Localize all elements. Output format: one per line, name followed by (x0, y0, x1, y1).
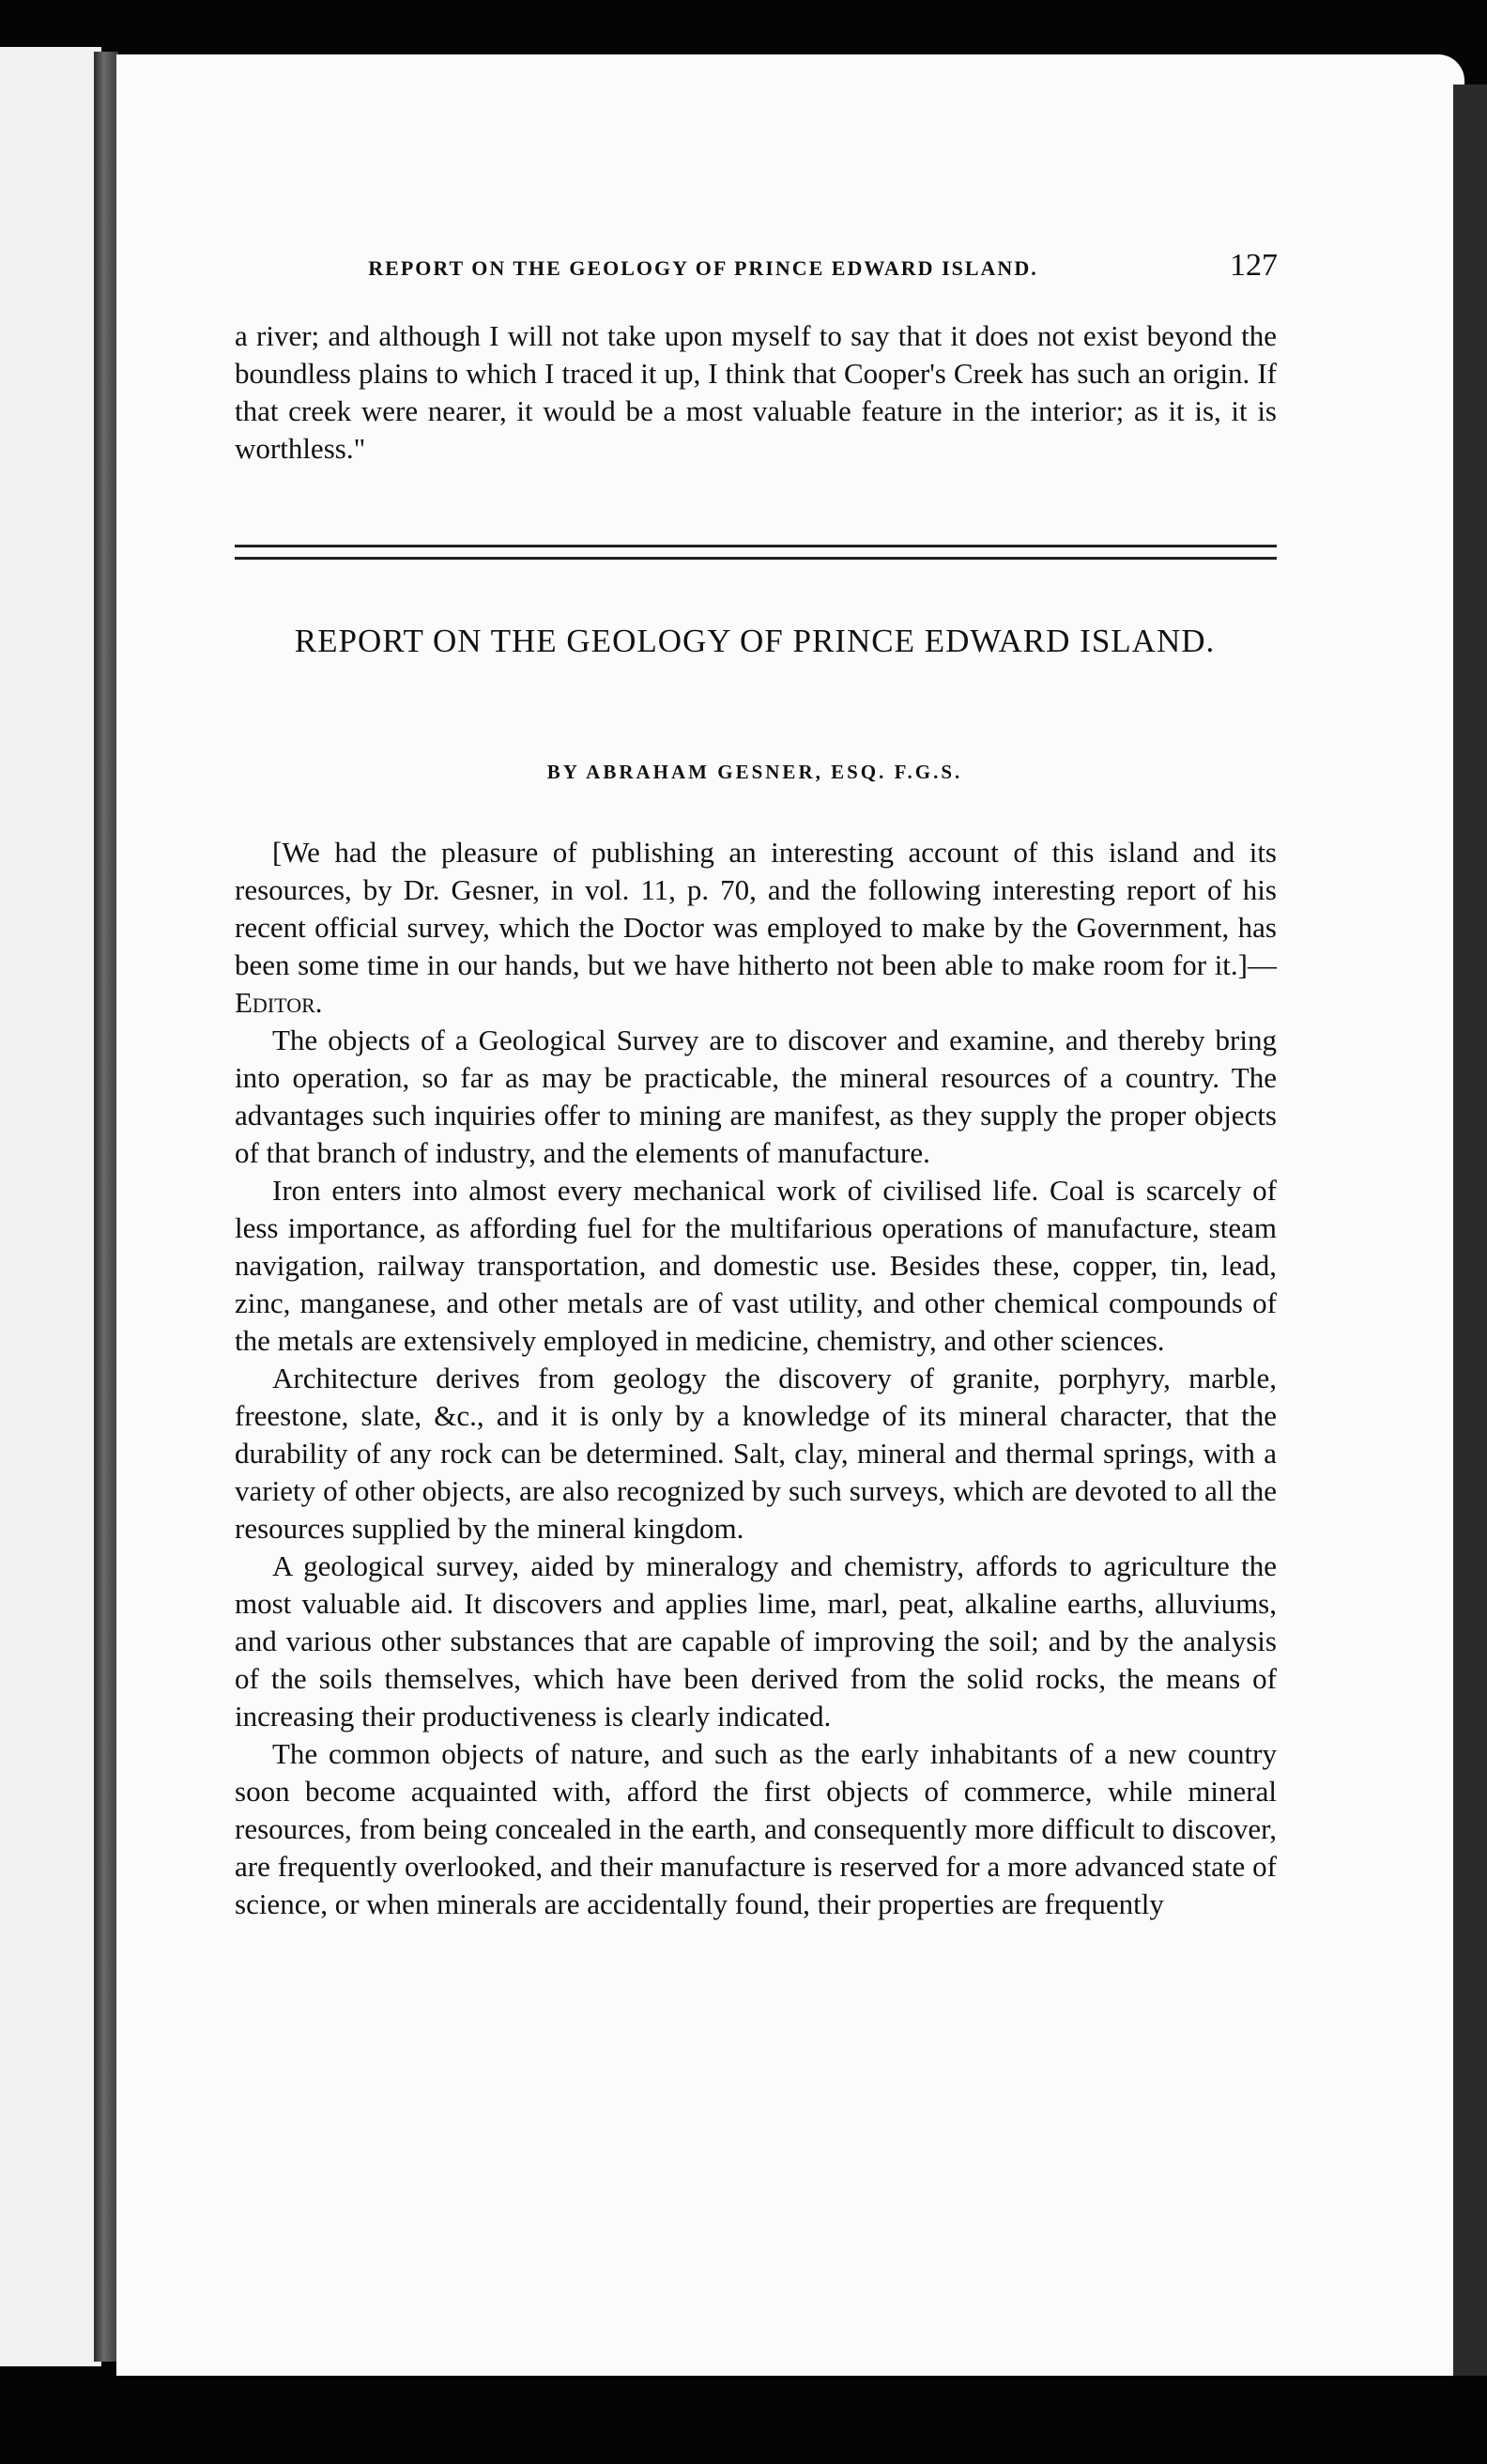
continuation-text (235, 317, 1277, 468)
body-paragraph: The objects of a Geological Survey are to discover and examine, and thereby bring into operation, so far as may be practicable, the mineral resources of a country. The advantages such inquiries offer to mining are manifest, as they supply the proper objects of that branch of industry, and the elements of manufacture. (235, 1024, 1277, 1169)
body-paragraph: A geological survey, aided by mineralogy and chemistry, affords to agriculture the most valuable aid. It discovers and applies lime, marl, peat, alkaline earths, alluviums, and various other substances that are capable of improving the soil; and by the analysis of the soils themselves, which have been derived from the solid rocks, the means of increasing their productiveness is clearly indicated. (235, 1549, 1277, 1732)
editor-signature: Editor. (235, 986, 323, 1019)
section-divider (235, 545, 1277, 560)
article-byline: BY ABRAHAM GESNER, ESQ. F.G.S. (546, 761, 963, 783)
book-gutter (94, 52, 118, 2362)
body-paragraph: Iron enters into almost every mechanical work of civilised life. Coal is scarcely of less importance, as affording fuel for the multifarious operations of manufacture, steam navigation, railway transportation, and domestic use. Besides these, copper, tin, lead, zinc, manganese, and other metals are of vast utility, and other chemical compounds of the metals are extensively employed in medicine, chemistry, and other sciences. (235, 1174, 1277, 1357)
article-body (235, 834, 1277, 1923)
page-number: 127 (1230, 248, 1278, 283)
body-paragraph: Architecture derives from geology the discovery of granite, porphyry, marble, freestone, slate, &c., and it is only by a knowledge of its mineral character, that the durability of any rock can be determined. Salt, clay, mineral and thermal springs, with a variety of other objects, are also recognized by such surveys, which are devoted to all the resources supplied by the mineral kingdom. (235, 1362, 1277, 1545)
editor-note (235, 834, 1277, 1022)
article-title: REPORT ON THE GEOLOGY OF PRINCE EDWARD ISLAND. (294, 623, 1216, 659)
book-page (116, 54, 1464, 2376)
editor-note-text: [We had the pleasure of publishing an interesting account of this island and its resources, by Dr. Gesner, in vol. 11, p. 70, and the following interesting report of his recent official survey, which the Doctor was employed to make by the Government, has been some time in our hands, but we have hitherto not been able to make room for it.]— (235, 836, 1277, 981)
running-head: REPORT ON THE GEOLOGY OF PRINCE EDWARD ISLAND. (368, 256, 1038, 280)
book-fore-edge (1453, 85, 1487, 2376)
continuation-paragraph: a river; and although I will not take upon myself to say that it does not exist beyond the boundless plains to which I traced it up, I think that Cooper's Creek has such an origin. If that creek were nearer, it would be a most valuable feature in the interior; as it is, it is worthless." (235, 319, 1277, 465)
facing-page-edge (0, 47, 101, 2366)
body-paragraph: The common objects of nature, and such as the early inhabitants of a new country soon become acquainted with, afford the first objects of commerce, while mineral resources, from being concealed in the earth, and consequently more difficult to discover, are frequently overlooked, and their manufacture is reserved for a more advanced state of science, or when minerals are accidentally found, their properties are frequently (235, 1737, 1277, 1920)
